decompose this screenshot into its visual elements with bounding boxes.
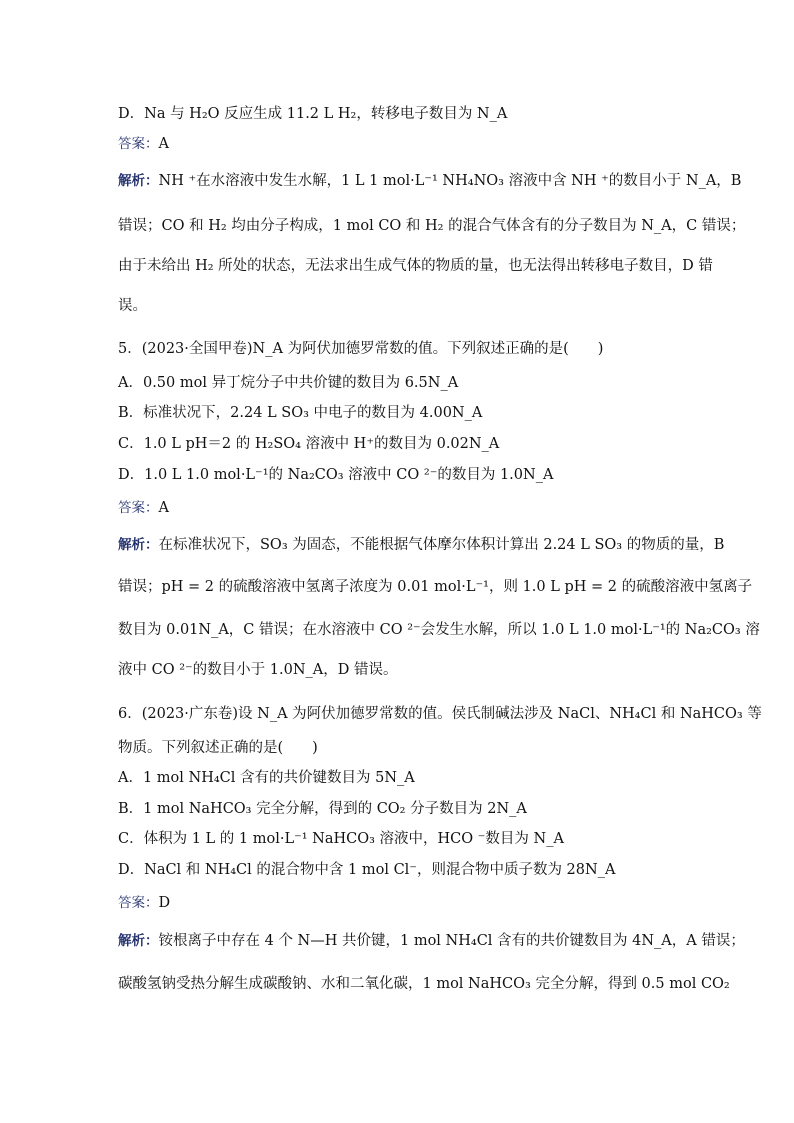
q6-option-c: C．体积为 1 L 的 1 mol·L⁻¹ NaHCO₃ 溶液中，HCO ⁻数目为 N_A [118, 831, 564, 847]
q6-stem-line-2: 物质。下列叙述正确的是( ) [118, 740, 318, 756]
q6-option-b: B．1 mol NaHCO₃ 完全分解，得到的 CO₂ 分子数目为 2N_A [118, 801, 527, 817]
q4-explanation-line-2: 错误；CO 和 H₂ 均由分子构成，1 mol CO 和 H₂ 的混合气体含有的分子数目为 N_A，C 错误； [118, 218, 746, 234]
q4-explanation-line-3: 由于未给出 H₂ 所处的状态，无法求出生成气体的物质的量，也无法得出转移电子数目，D 错 [118, 258, 713, 274]
answer-value: A [158, 500, 169, 516]
q5-explanation-line-2: 错误；pH = 2 的硫酸溶液中氢离子浓度为 0.01 mol·L⁻¹，则 1.0 L pH = 2 的硫酸溶液中氢离子 [118, 579, 753, 595]
q5-explanation-line-4: 液中 CO ²⁻的数目小于 1.0N_A，D 错误。 [118, 662, 398, 678]
explanation-text: 在标准状况下，SO₃ 为固态，不能根据气体摩尔体积计算出 2.24 L SO₃ 的物质的量，B [158, 537, 725, 553]
q6-option-d: D．NaCl 和 NH₄Cl 的混合物中含 1 mol Cl⁻，则混合物中质子数为 28N_A [118, 862, 616, 878]
q6-option-a: A．1 mol NH₄Cl 含有的共价键数目为 5N_A [118, 770, 415, 786]
q5-explanation-line-1 [118, 535, 724, 555]
q6-explanation-line-2: 碳酸氢钠受热分解生成碳酸钠、水和二氧化碳，1 mol NaHCO₃ 完全分解，得到 0.5 mol CO₂ [118, 976, 730, 992]
q5-explanation-line-3: 数目为 0.01N_A，C 错误；在水溶液中 CO ²⁻会发生水解，所以 1.0 L 1.0 mol·L⁻¹的 Na₂CO₃ 溶 [118, 622, 760, 638]
q5-stem: 5．(2023·全国甲卷)N_A 为阿伏加德罗常数的值。下列叙述正确的是( ) [118, 341, 604, 357]
answer-label: 答案： [118, 136, 159, 152]
q6-explanation-line-1 [118, 931, 745, 951]
answer-value: A [158, 136, 169, 152]
explanation-text: NH ⁺在水溶液中发生水解，1 L 1 mol·L⁻¹ NH₄NO₃ 溶液中含 NH ⁺的数目小于 N_A，B [158, 173, 742, 189]
answer-label: 答案： [118, 895, 159, 911]
q5-answer [118, 498, 169, 518]
q5-option-a: A．0.50 mol 异丁烷分子中共价键的数目为 6.5N_A [118, 375, 459, 391]
explanation-text: 铵根离子中存在 4 个 N—H 共价键，1 mol NH₄Cl 含有的共价键数目为 4N_A，A 错误； [158, 933, 745, 949]
q5-option-b: B．标准状况下，2.24 L SO₃ 中电子的数目为 4.00N_A [118, 405, 483, 421]
answer-value: D [158, 895, 171, 911]
explanation-label: 解析： [118, 173, 159, 189]
q6-stem-line-1: 6．(2023·广东卷)设 N_A 为阿伏加德罗常数的值。侯氏制碱法涉及 NaCl、NH₄Cl 和 NaHCO₃ 等 [118, 706, 762, 722]
q4-answer [118, 134, 169, 154]
q6-answer [118, 893, 170, 913]
q4-option-d: D．Na 与 H₂O 反应生成 11.2 L H₂，转移电子数目为 N_A [118, 106, 508, 122]
answer-label: 答案： [118, 500, 159, 516]
q5-option-d: D．1.0 L 1.0 mol·L⁻¹的 Na₂CO₃ 溶液中 CO ²⁻的数目为 1.0N_A [118, 467, 554, 483]
explanation-label: 解析： [118, 933, 159, 949]
explanation-label: 解析： [118, 537, 159, 553]
q4-explanation-line-1 [118, 171, 741, 191]
q5-option-c: C．1.0 L pH＝2 的 H₂SO₄ 溶液中 H⁺的数目为 0.02N_A [118, 436, 500, 452]
q4-explanation-line-4: 误。 [118, 298, 147, 314]
